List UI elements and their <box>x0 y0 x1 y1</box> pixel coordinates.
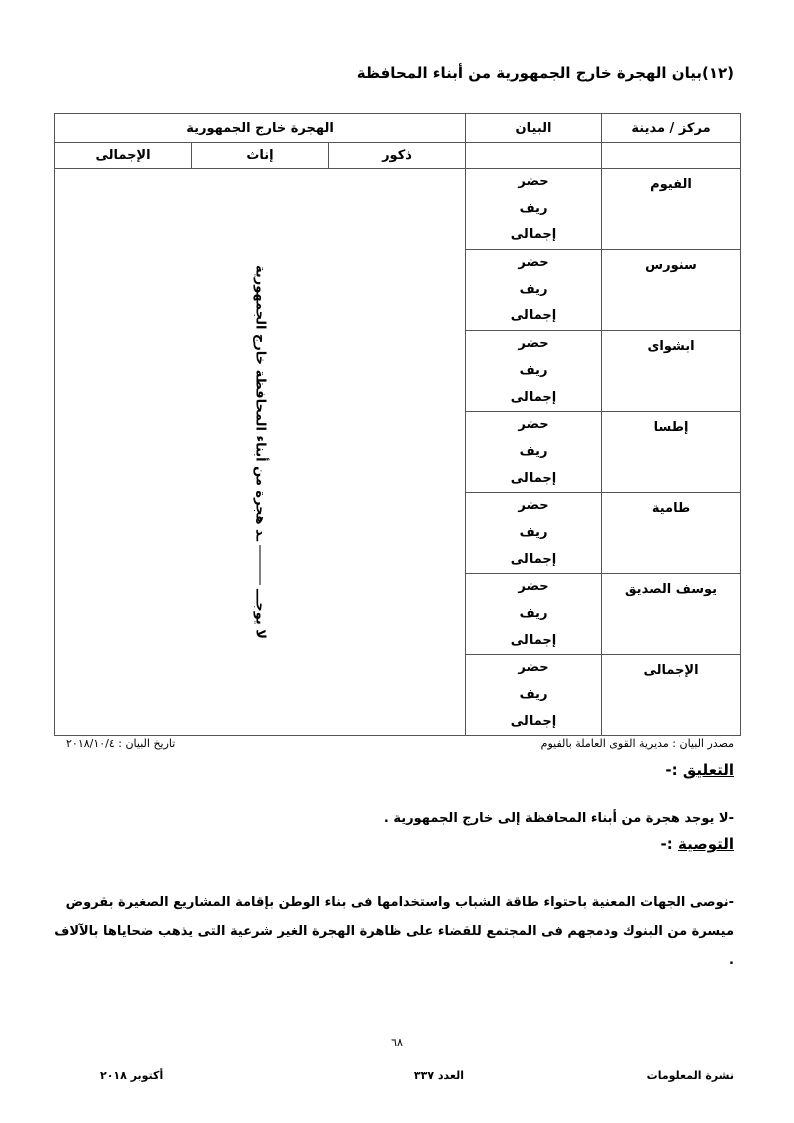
center-name: ابشواى <box>602 331 741 412</box>
center-name: يوسف الصديق <box>602 574 741 655</box>
statement-line: ريف <box>519 687 548 703</box>
center-name: الإجمالى <box>602 655 741 736</box>
statement-line: ريف <box>519 443 548 459</box>
page-title: (١٢)بيان الهجرة خارج الجمهورية من أبناء المحافظة <box>356 64 734 82</box>
statement-cell <box>466 574 602 655</box>
statement-line: ريف <box>519 200 548 216</box>
statement-line: إجمالى <box>510 632 557 648</box>
data-date: تاريخ البيان : ٢٠١٨/١٠/٤ <box>66 737 176 750</box>
header-total: الإجمالى <box>55 143 192 169</box>
statement-line: إجمالى <box>510 308 557 324</box>
statement-line: إجمالى <box>510 713 557 729</box>
comment-heading-suffix: :- <box>665 761 683 779</box>
statement-line: حضر <box>518 660 549 676</box>
no-migration-cell <box>55 169 466 736</box>
statement-line: ريف <box>519 606 548 621</box>
footer-issue: العدد ٣٣٧ <box>413 1069 464 1082</box>
recommendation-heading-suffix: :- <box>660 835 678 853</box>
header-females: إناث <box>192 143 329 169</box>
comment-heading-label: التعليق <box>682 761 734 779</box>
header-migration: الهجرة خارج الجمهورية <box>55 114 466 143</box>
stretch-line <box>260 545 261 585</box>
footer-publication: نشرة المعلومات <box>646 1069 734 1082</box>
statement-cell <box>466 655 602 736</box>
statement-cell <box>466 412 602 493</box>
center-name: طامية <box>602 493 741 574</box>
statement-line: حضر <box>518 174 549 189</box>
no-migration-note-start: لا يوجـــ <box>252 589 268 640</box>
footer-date: أكتوبر ٢٠١٨ <box>100 1069 164 1082</box>
statement-line: إجمالى <box>510 551 557 567</box>
statement-cell <box>466 169 602 250</box>
statement-line: إجمالى <box>510 227 557 243</box>
recommendation-text: -نوصى الجهات المعنية باحتواء طاقة الشباب واستخدامها فى بناء الوطن بإقامة المشاريع الصغيرة بقروض ميسرة من البنوك ودمجهم فى المجتمع للقضاء على ظاهرة الهجرة الغير شرعية التى يذهب ضحاياها بالآلاف . <box>54 895 734 968</box>
comment-text: -لا يوجد هجرة من أبناء المحافظة إلى خارج الجمهورية . <box>383 811 734 826</box>
statement-cell <box>466 250 602 331</box>
header-center: مركز / مدينة <box>602 114 741 143</box>
statement-cell <box>466 331 602 412</box>
recommendation-heading <box>661 835 734 853</box>
header-statement: البيان <box>466 114 602 143</box>
comment-heading <box>665 761 734 779</box>
statement-line: ريف <box>519 362 548 378</box>
statement-line: حضر <box>518 417 549 433</box>
page-number: ٦٨ <box>391 1036 403 1049</box>
migration-table <box>54 113 741 736</box>
subheader-empty-center <box>602 143 741 169</box>
subheader-empty-statement <box>466 143 602 169</box>
no-migration-note <box>253 265 268 639</box>
statement-cell <box>466 493 602 574</box>
table-row <box>55 169 741 250</box>
statement-line: حضر <box>518 336 549 352</box>
table-body <box>55 169 741 736</box>
center-name: سنورس <box>602 250 741 331</box>
center-name: إطسا <box>602 412 741 493</box>
statement-line: ريف <box>519 524 548 540</box>
table-subheader-row <box>55 143 741 169</box>
table-header-row <box>55 114 741 143</box>
header-males: ذكور <box>329 143 466 169</box>
no-migration-note-end: ـد هجرة من أبناء المحافظة خارج الجمهورية <box>252 265 268 542</box>
statement-line: حضر <box>518 498 549 514</box>
statement-line: حضر <box>518 255 549 271</box>
data-source: مصدر البيان : مديرية القوى العاملة بالفيوم <box>540 737 734 750</box>
statement-line: إجمالى <box>510 389 557 405</box>
statement-line: ريف <box>519 281 548 297</box>
center-name: الفيوم <box>602 169 741 250</box>
statement-line: حضر <box>518 579 549 595</box>
statement-line: إجمالى <box>510 470 557 486</box>
recommendation-heading-label: التوصية <box>677 835 734 853</box>
